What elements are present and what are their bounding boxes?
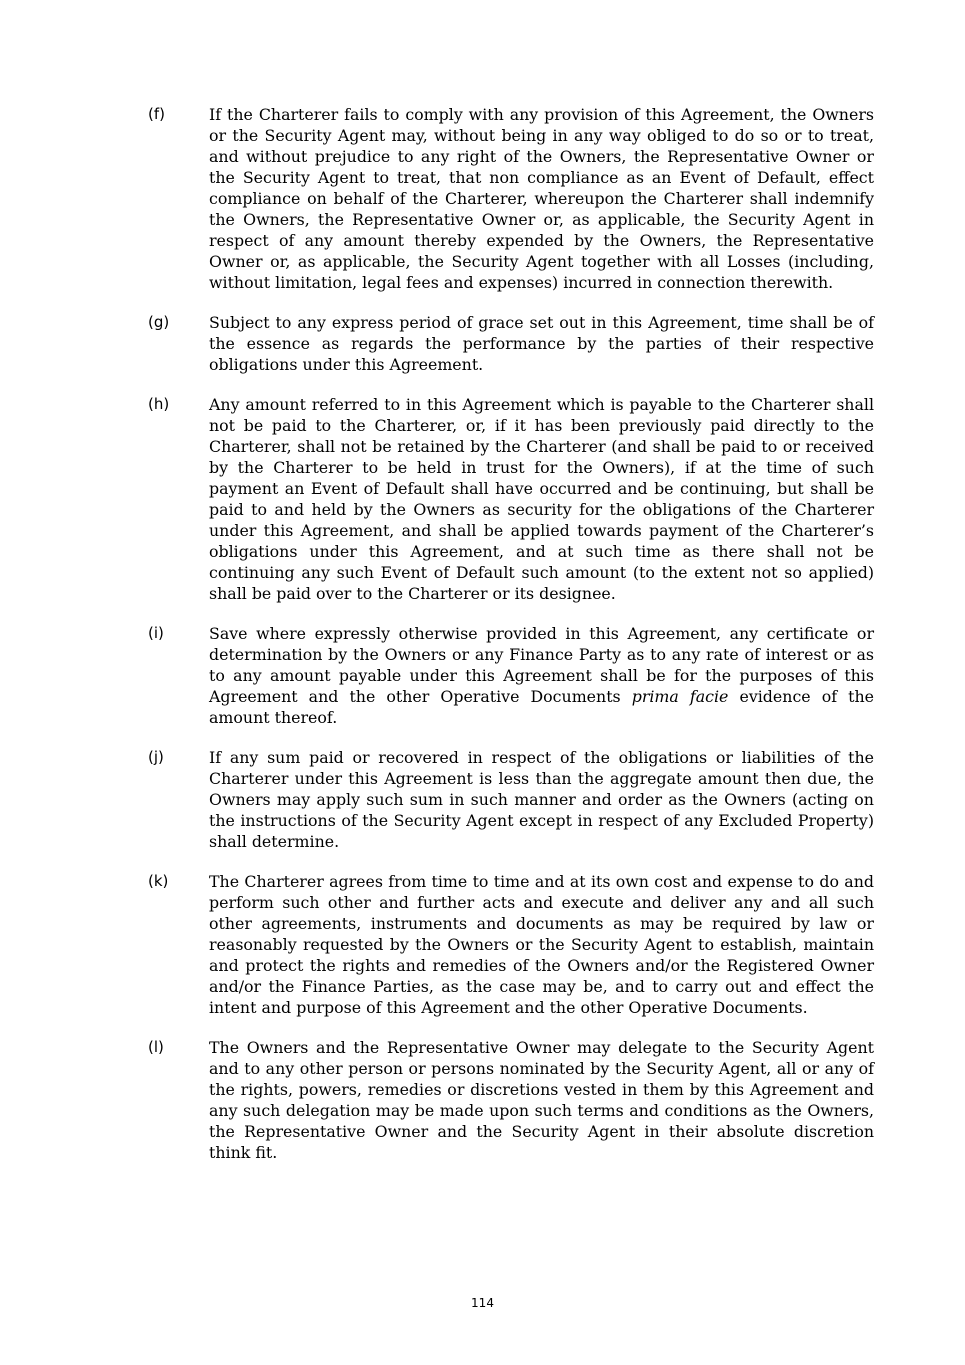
clause-j: [148, 747, 874, 852]
clause-f: [148, 104, 874, 293]
clause-text: [209, 623, 874, 728]
clause-text: If the Charterer fails to comply with any provision of this Agreement, the Owners or the Security Agent may, without being in any way obliged to do so or to treat, and without prejudice to any right of the Owners, the Representative Owner or the Security Agent to treat, that non compliance as an Event of Default, effect compliance on behalf of the Charterer, whereupon the Charterer shall indemnify the Owners, the Representative Owner or, as applicable, the Security Agent in respect of any amount thereby expended by the Owners, the Representative Owner or, as applicable, the Security Agent together with all Losses (including, without limitation, legal fees and expenses) incurred in connection therewith.: [209, 105, 874, 292]
clause-text: If any sum paid or recovered in respect of the obligations or liabilities of the Charterer under this Agreement is less than the aggregate amount then due, the Owners may apply such sum in such manner and order as the Owners (acting on the instructions of the Security Agent except in respect of any Excluded Property) shall determine.: [209, 748, 874, 851]
clause-i: [148, 623, 874, 728]
clause-k: [148, 871, 874, 1018]
clause-label: (g): [148, 313, 170, 331]
clause-label: (f): [148, 105, 165, 123]
clause-label: (k): [148, 872, 169, 890]
clause-text-part: evidence of the amount thereof.: [209, 687, 874, 727]
clause-text: The Charterer agrees from time to time and at its own cost and expense to do and perform such other and further acts and execute and deliver any and all such other agreements, instruments and documents as may be required by law or reasonably requested by the Owners or the Security Agent to establish, maintain and protect the rights and remedies of the Owners and/or the Registered Owner and/or the Finance Parties, as the case may be, and to carry out and effect the intent and purpose of this Agreement and the other Operative Documents.: [209, 872, 874, 1017]
clause-text: Any amount referred to in this Agreement which is payable to the Charterer shall not be paid to the Charterer, or, if it has been previously paid directly to the Charterer, shall not be retained by the Charterer (and shall be paid to or received by the Charterer to be held in trust for the Owners), if at the time of such payment an Event of Default shall have occurred and be continuing, but shall be paid to and held by the Owners as security for the obligations of the Charterer under this Agreement, and shall be applied towards payment of the Charterer’s obligations under this Agreement, and at such time as there shall not be continuing any such Event of Default such amount (to the extent not so applied) shall be paid over to the Charterer or its designee.: [209, 395, 874, 603]
clause-label: (i): [148, 624, 164, 642]
clause-text-part: Save where expressly otherwise provided in this Agreement, any certificate or determination by the Owners or any Finance Party as to any rate of interest or as to any amount payable under this Agreement shall be for the purposes of this Agreement and the other Operative Documents: [209, 624, 874, 706]
clause-label: (j): [148, 748, 164, 766]
clause-list: [148, 104, 874, 1182]
italic-term: prima facie: [631, 687, 729, 706]
clause-l: [148, 1037, 874, 1163]
clause-text: Subject to any express period of grace set out in this Agreement, time shall be of the essence as regards the performance by the parties of their respective obligations under this Agreement.: [209, 313, 874, 374]
clause-label: (h): [148, 395, 170, 413]
page-number: 114: [471, 1296, 494, 1310]
clause-g: [148, 312, 874, 375]
clause-label: (l): [148, 1038, 164, 1056]
clause-text: The Owners and the Representative Owner may delegate to the Security Agent and to any other person or persons nominated by the Security Agent, all or any of the rights, powers, remedies or discretions vested in them by this Agreement and any such delegation may be made upon such terms and conditions as the Owners, the Representative Owner and the Security Agent in their absolute discretion think fit.: [209, 1038, 874, 1162]
clause-h: [148, 394, 874, 604]
